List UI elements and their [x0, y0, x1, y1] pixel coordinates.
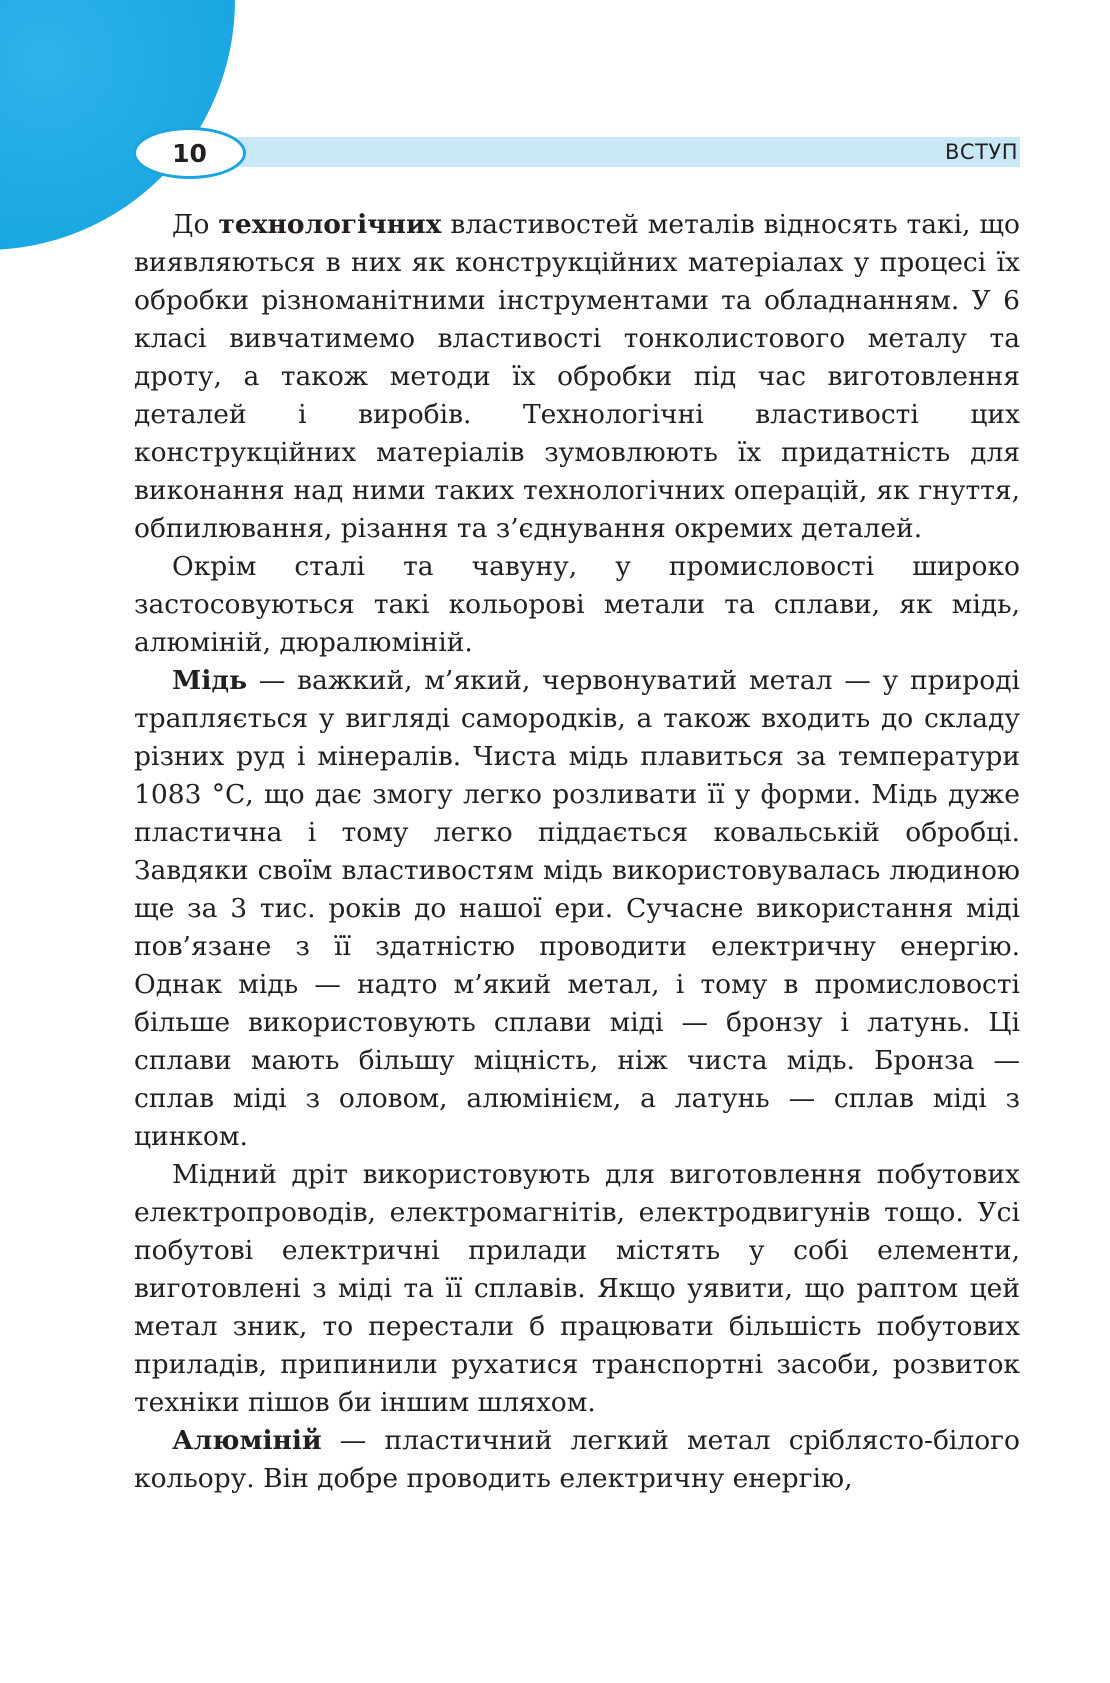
- page-number: 10: [133, 127, 246, 179]
- paragraph-text: — важкий, м’який, червонуватий метал — у природі трапляється у вигляді самородків, а також входить до складу різних руд і мінералів. Чиста мідь плавиться за температури 1083 °С, що дає змогу легко розливати її у форми. Мідь дуже пластична і тому легко піддається ковальській обробці. Завдяки своїм властивостям мідь використовувалась людиною ще за 3 тис. років до нашої ери. Сучасне використання міді пов’язане з її здатністю проводити електричну енергію. Однак мідь — надто м’який метал, і тому в промисловості більше використовують сплави міді — бронзу і латунь. Ці сплави мають більшу міцність, ніж чиста мідь. Бронза — сплав міді з оловом, алюмінієм, а латунь — сплав міді з цинком.: [134, 665, 1020, 1152]
- paragraph-copper: [134, 662, 1020, 1156]
- term-copper: Мідь: [172, 665, 248, 696]
- paragraph-technological-properties: [134, 206, 1020, 548]
- term-technological: технологічних: [218, 209, 442, 240]
- paragraph-aluminium: [134, 1422, 1020, 1498]
- term-aluminium: Алюміній: [172, 1425, 322, 1456]
- paragraph-text: — пластичний легкий метал сріблясто-білого кольору. Він добре проводить електричну енергію,: [134, 1425, 1020, 1494]
- paragraph-nonferrous-metals: [134, 548, 1020, 662]
- body-text: [134, 206, 1020, 1498]
- paragraph-copper-wire: [134, 1156, 1020, 1422]
- paragraph-text: властивостей металів відносять такі, що виявляються в них як конструкційних матеріалах у процесі їх обробки різноманітними інструментами та обладнанням. У 6 класі вивчатимемо властивості тонколистового металу та дроту, а також методи їх обробки під час виготовлення деталей і виробів. Технологічні властивості цих конструкційних матеріалів зумовлюють їх придатність для виконання над ними таких технологічних операцій, як гнуття, обпилювання, різання та з’єднування окремих деталей.: [134, 209, 1020, 544]
- paragraph-text: Мідний дріт використовують для виготовлення побутових електропроводів, електромагнітів, електродвигунів тощо. Усі побутові електричні прилади містять у собі елементи, виготовлені з міді та її сплавів. Якщо уявити, що раптом цей метал зник, то перестали б працювати більшість побутових приладів, припинили рухатися транспортні засоби, розвиток техніки пішов би іншим шляхом.: [134, 1159, 1020, 1418]
- paragraph-text: До: [172, 209, 219, 240]
- section-title: ВСТУП: [945, 140, 1018, 164]
- header-band: [228, 137, 1020, 167]
- paragraph-text: Окрім сталі та чавуну, у промисловості широко застосовуються такі кольорові метали та сплави, як мідь, алюміній, дюралюміній.: [134, 551, 1020, 658]
